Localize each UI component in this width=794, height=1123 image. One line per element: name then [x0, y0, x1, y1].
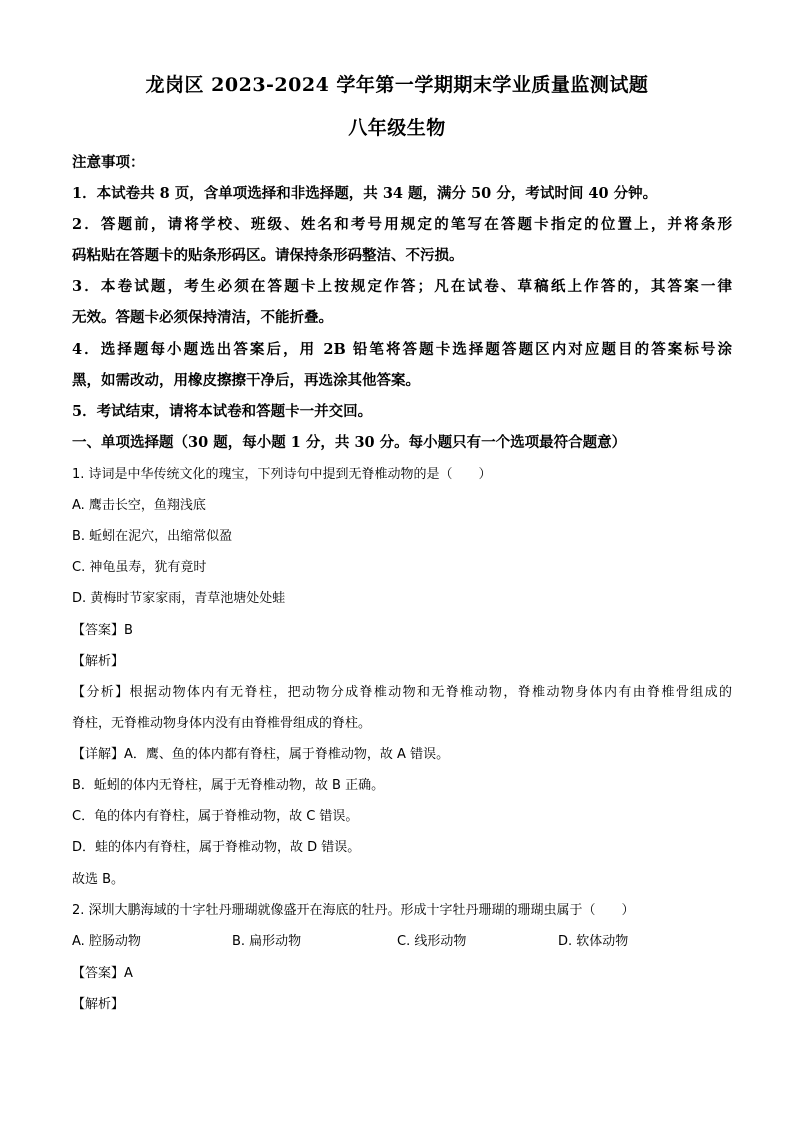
q1-option-d: D. 黄梅时节家家雨，青草池塘处处蛙: [72, 591, 286, 606]
q2-stem: 2. 深圳大鹏海域的十字牡丹珊瑚就像盛开在海底的牡丹。形成十字牡丹珊瑚的珊瑚虫属于（ ）: [72, 903, 635, 918]
detail-tag: 【详解】: [72, 747, 125, 762]
q1-detail-a: [72, 743, 732, 762]
q2-answer: [72, 962, 732, 981]
answer-tag: 【答案】: [72, 966, 125, 981]
q1-fenxi-text-2: 脊柱，无脊椎动物身体内没有由脊椎骨组成的脊柱。: [72, 716, 372, 731]
q2-option-d: D. 软体动物: [558, 934, 629, 949]
q2-option-b: B. 扁形动物: [232, 934, 302, 949]
q1-analysis-tag: 【解析】: [72, 654, 125, 669]
notice-item-3: 3．本卷试题，考生必须在答题卡上按规定作答；凡在试卷、草稿纸上作答的，其答案一律: [72, 278, 732, 295]
notice-item-5: 5．考试结束，请将本试卷和答题卡一并交回。: [72, 403, 373, 420]
notice-item-2-cont: 码粘贴在答题卡的贴条形码区。请保持条形码整洁、不污损。: [72, 247, 464, 264]
q1-detail-b: B．蚯蚓的体内无脊柱，属于无脊椎动物，故 B 正确。: [72, 778, 385, 793]
q1-fenxi: [72, 681, 732, 700]
answer-tag: 【答案】: [72, 623, 125, 638]
q1-stem: 1. 诗词是中华传统文化的瑰宝，下列诗句中提到无脊椎动物的是（ ）: [72, 467, 492, 482]
fenxi-tag: 【分析】: [72, 685, 130, 700]
section-heading: 一、单项选择题（30 题，每小题 1 分，共 30 分。每小题只有一个选项最符合题意）: [72, 434, 627, 451]
q1-option-b: B. 蚯蚓在泥穴，出缩常似盈: [72, 529, 233, 544]
q2-option-c: C. 线形动物: [397, 934, 467, 949]
q1-detail-c: C．龟的体内有脊柱，属于脊椎动物，故 C 错误。: [72, 809, 359, 824]
notice-item-3-cont: 无效。答题卡必须保持清洁，不能折叠。: [72, 309, 333, 326]
q2-answer-value: A: [124, 966, 133, 981]
notice-heading: 注意事项：: [72, 154, 145, 171]
notice-item-1: 1．本试卷共 8 页，含单项选择和非选择题，共 34 题，满分 50 分，考试时间 40 分钟。: [72, 185, 658, 202]
q1-answer: [72, 619, 732, 638]
notice-item-2: 2．答题前，请将学校、班级、姓名和考号用规定的笔写在答题卡指定的位置上，并将条形: [72, 216, 732, 233]
q2-analysis-tag: 【解析】: [72, 997, 125, 1012]
exam-title: 龙岗区 2023-2024 学年第一学期期末学业质量监测试题: [145, 74, 649, 96]
q1-option-c: C. 神龟虽寿，犹有竟时: [72, 560, 207, 575]
q1-option-a: A. 鹰击长空，鱼翔浅底: [72, 498, 206, 513]
q1-conclusion: 故选 B。: [72, 872, 125, 887]
q1-detail-a-text: A．鹰、鱼的体内都有脊柱，属于脊椎动物，故 A 错误。: [124, 747, 450, 762]
q1-detail-d: D．蛙的体内有脊柱，属于脊椎动物，故 D 错误。: [72, 840, 361, 855]
notice-item-4: 4．选择题每小题选出答案后，用 2B 铅笔将答题卡选择题答题区内对应题目的答案标号涂: [72, 341, 732, 358]
q2-option-a: A. 腔肠动物: [72, 934, 141, 949]
q1-fenxi-text-1: 根据动物体内有无脊柱，把动物分成脊椎动物和无脊椎动物，脊椎动物身体内有由脊椎骨组成的: [129, 685, 732, 700]
notice-item-4-cont: 黑，如需改动，用橡皮擦擦干净后，再选涂其他答案。: [72, 372, 420, 389]
q1-answer-value: B: [124, 623, 133, 638]
exam-subtitle: 八年级生物: [348, 117, 446, 139]
